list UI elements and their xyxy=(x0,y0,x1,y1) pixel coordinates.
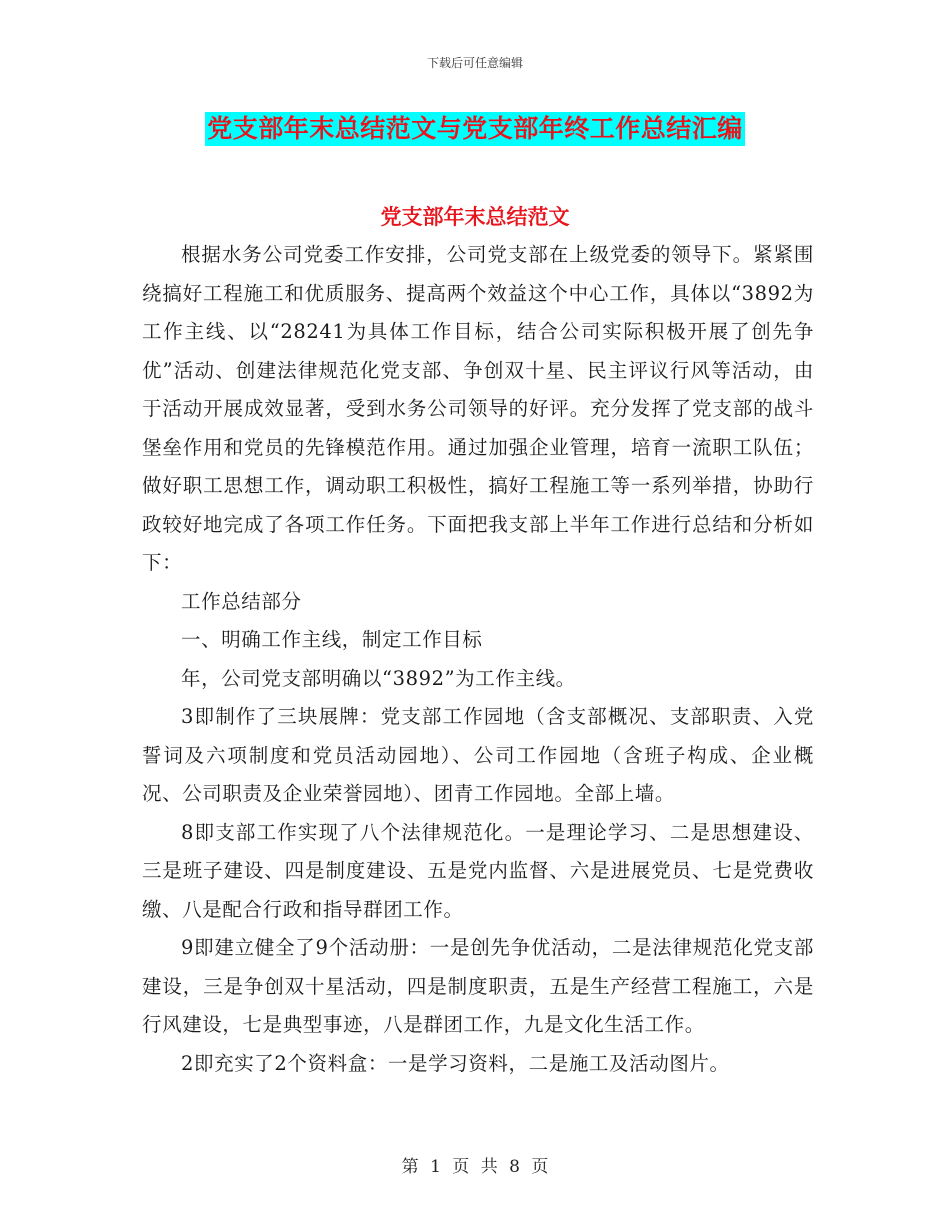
paragraph: 年，公司党支部明确以“3892”为工作主线。 xyxy=(181,666,576,690)
document-title-text: 党支部年末总结范文与党支部年终工作总结汇编 xyxy=(205,112,745,146)
document-body xyxy=(142,236,814,1083)
page-header-note: 下载后可任意编辑 xyxy=(426,56,523,70)
paragraph: 工作总结部分 xyxy=(181,589,302,613)
paragraph: 9即建立健全了9个活动册：一是创先争优活动，二是法律规范化党支部建设，三是争创双十星活动，四是制度职责，五是生产经营工程施工，六是行风建设，七是典型事迹，八是群团工作，九是文化生活工作。 xyxy=(142,936,814,1036)
section-title: 党支部年末总结范文 xyxy=(380,204,570,229)
document-title xyxy=(0,112,950,146)
paragraph: 2即充实了2个资料盒：一是学习资料，二是施工及活动图片。 xyxy=(181,1051,730,1075)
paragraph: 根据水务公司党委工作安排，公司党支部在上级党委的领导下。紧紧围绕搞好工程施工和优质服务、提高两个效益这个中心工作，具体以“3892为工作主线、以“28241为具体工作目标，结合公司实际积极开展了创先争优”活动、创建法律规范化党支部、争创双十星、民主评议行风等活动，由于活动开展成效显著，受到水务公司领导的好评。充分发挥了党支部的战斗堡垒作用和党员的先锋模范作用。通过加强企业管理，培育一流职工队伍；做好职工思想工作，调动职工积极性，搞好工程施工等一系列举措，协助行政较好地完成了各项工作任务。下面把我支部上半年工作进行总结和分析如下： xyxy=(142,243,814,574)
page-number: 第 1 页 共 8 页 xyxy=(401,1157,549,1177)
paragraph: 8即支部工作实现了八个法律规范化。一是理论学习、二是思想建设、三是班子建设、四是制度建设、五是党内监督、六是进展党员、七是党费收缴、八是配合行政和指导群团工作。 xyxy=(142,820,814,921)
paragraph: 一、明确工作主线，制定工作目标 xyxy=(181,628,483,651)
paragraph: 3即制作了三块展牌：党支部工作园地（含支部概况、支部职责、入党誓词及六项制度和党员活动园地）、公司工作园地（含班子构成、企业概况、公司职责及企业荣誉园地）、团青工作园地。全部上墙。 xyxy=(142,705,814,805)
